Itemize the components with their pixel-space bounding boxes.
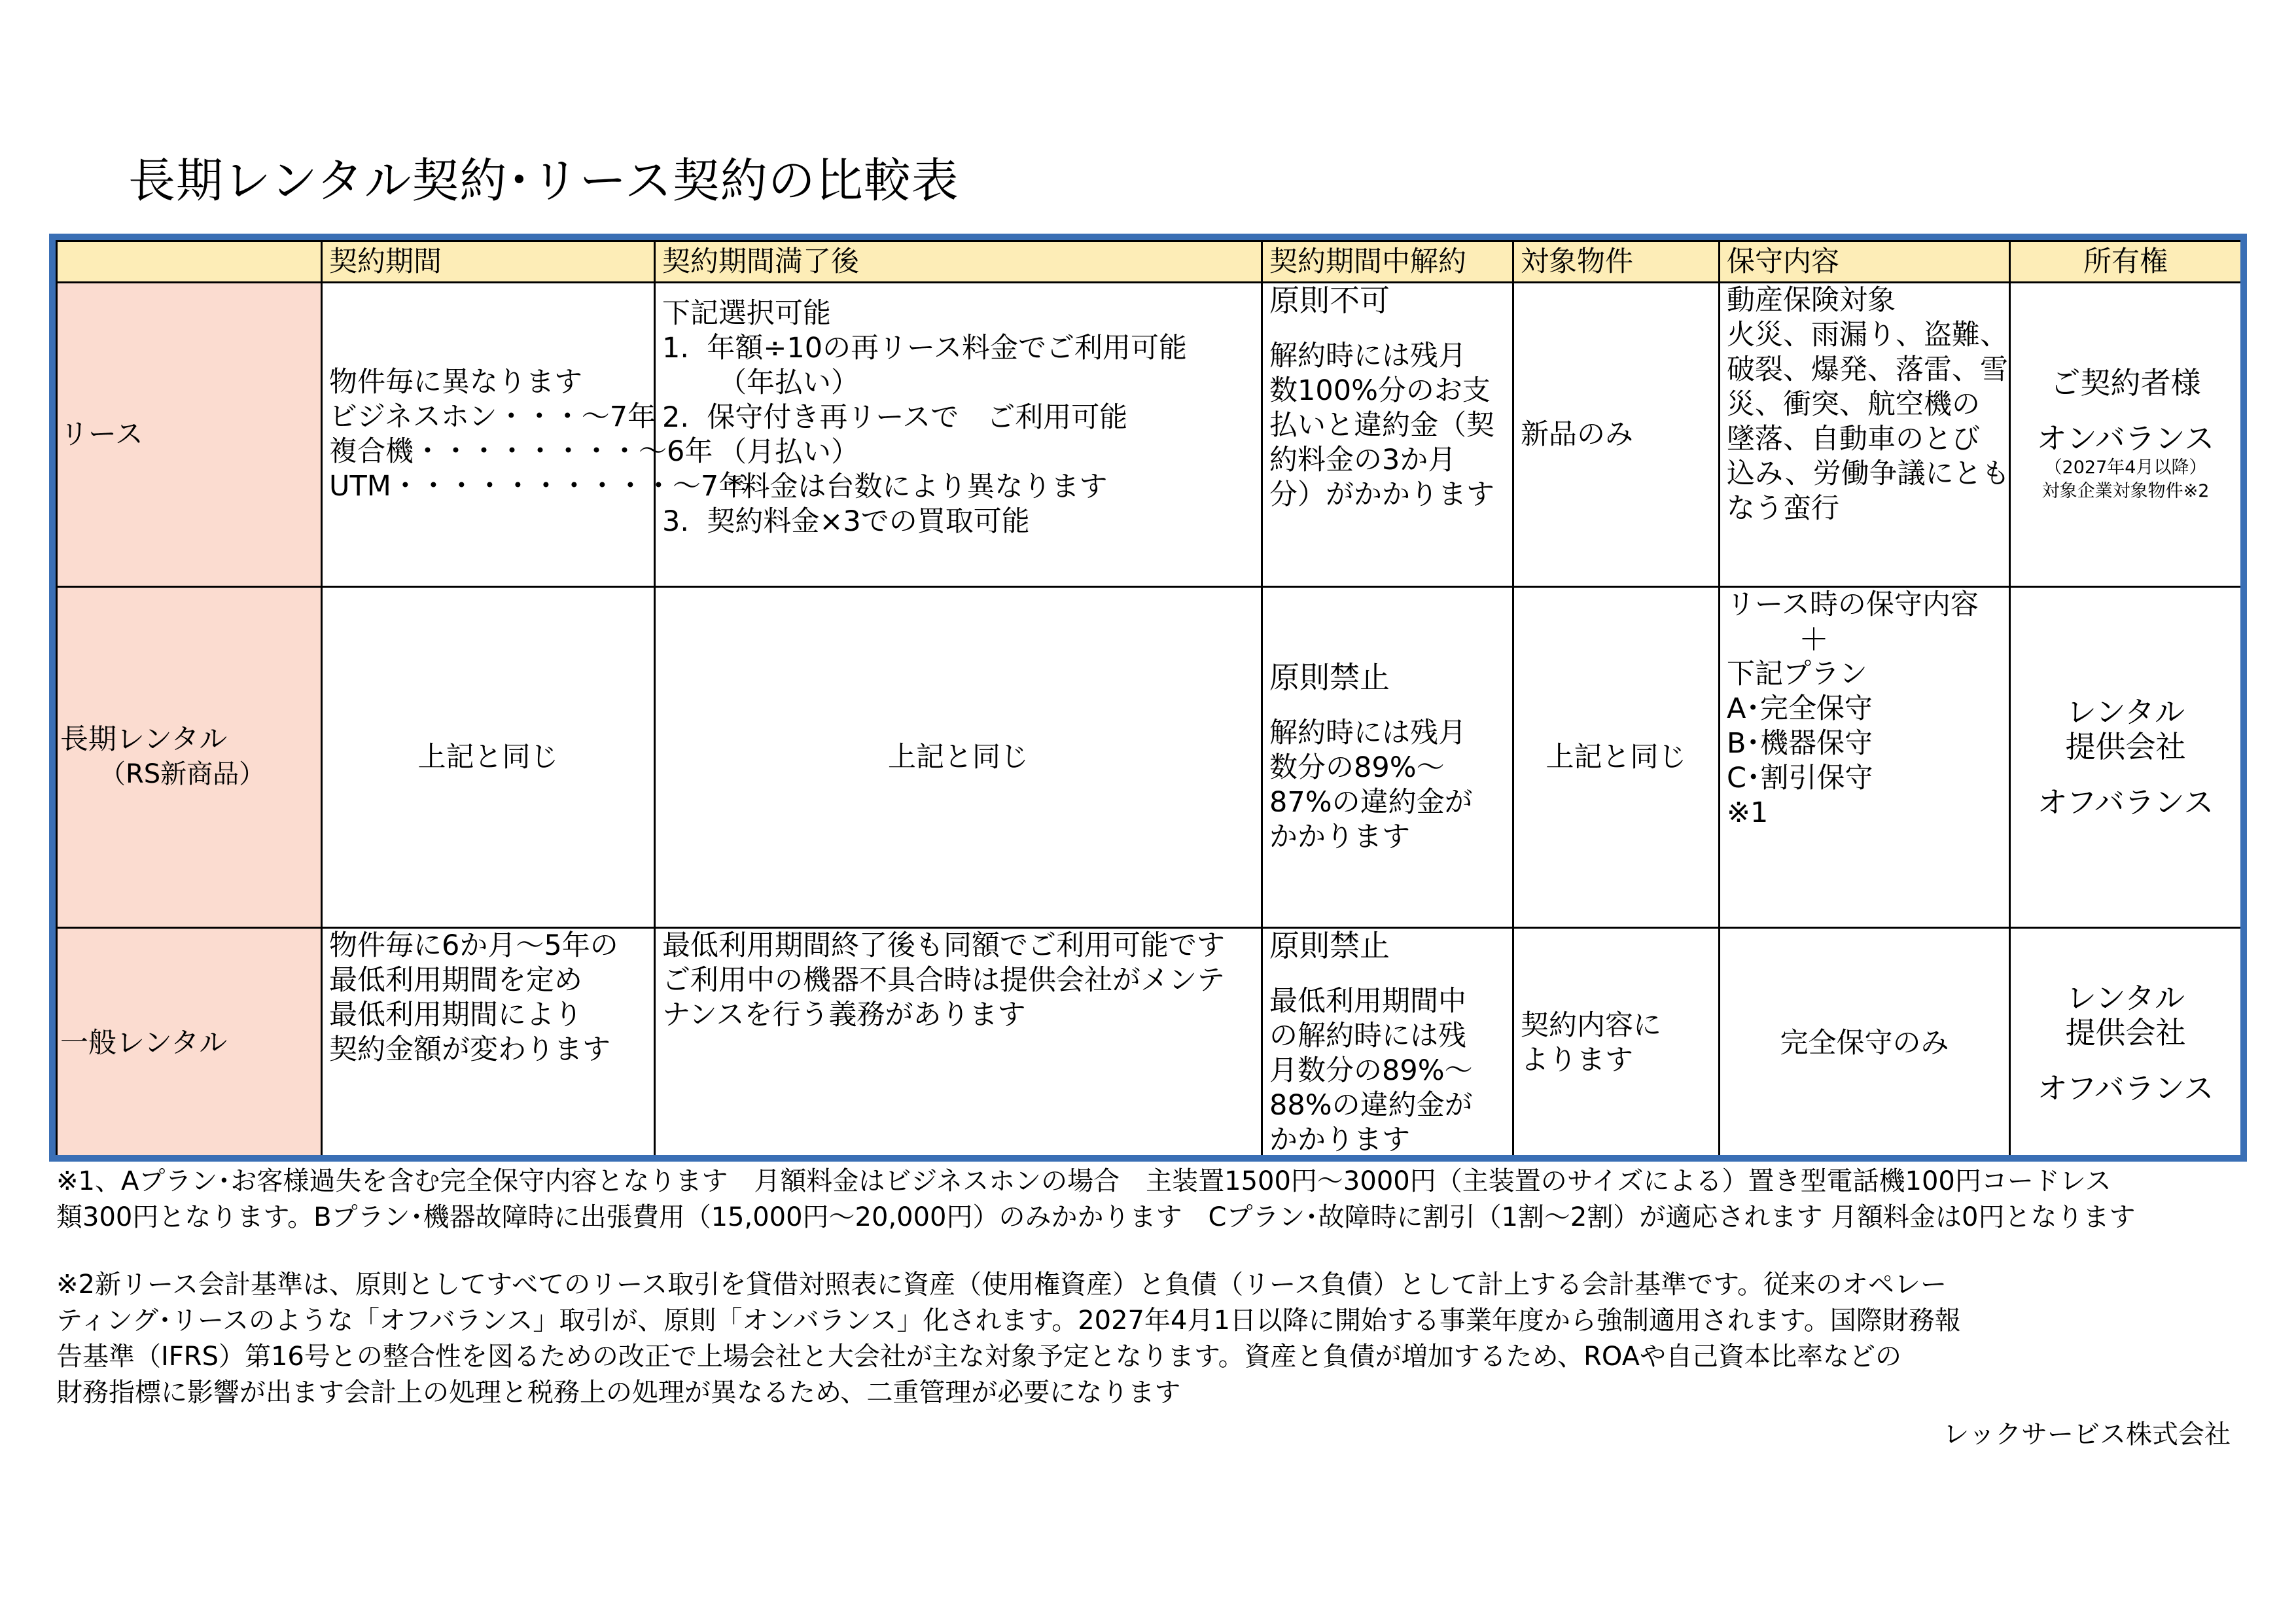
company-name: レックサービス株式会社 [1943, 1419, 2231, 1450]
footnotes [56, 1164, 2248, 1411]
text-line: 月数分の89%～ [1269, 1054, 1473, 1087]
balance-label: オフバランス [2037, 784, 2214, 820]
cell-rental-period: 上記と同じ [322, 587, 655, 928]
cell-general-maintenance: 完全保守のみ [1720, 928, 2010, 1159]
text-line: よります [1521, 1044, 1633, 1077]
text-line: 払いと違約金（契 [1269, 409, 1494, 442]
text-line: 墜落、自動車のとび [1727, 423, 1980, 455]
text-line: 最低利用期間終了後も同額でご利用可能です [662, 929, 1225, 962]
text-line: ナンスを行う義務があります [662, 999, 1026, 1031]
note-2-line: ティング･リースのような「オフバランス」取引が、原則「オンバランス」化されます。2027年4月1日以降に開始する事業年度から強制適用されます。国際財務報 [56, 1306, 1961, 1336]
text-line: 契約金額が変わります [329, 1033, 610, 1066]
row-subname: （RS新商品） [99, 759, 266, 789]
header-ownership: 所有権 [2010, 241, 2242, 283]
text-line: 解約時には残月 [1269, 716, 1466, 749]
text-line: *料金は台数により異なります [728, 471, 1108, 503]
text-line: 数分の89%～ [1269, 751, 1445, 784]
text-line: 物件毎に6か月～5年の [329, 929, 618, 962]
text-line: リース時の保守内容 [1727, 588, 1979, 621]
text-line: （年払い） [718, 366, 859, 399]
item-text: 年額÷10の再リース料金でご利用可能 [707, 332, 1187, 365]
text-line: ビジネスホン・・・～7年 [329, 401, 656, 433]
header-target: 対象物件 [1513, 241, 1720, 283]
text-line: 87%の違約金が [1269, 785, 1473, 819]
text-line: 数100%分のお支 [1269, 374, 1491, 407]
ownership-note: （2027年4月以降） [2044, 457, 2207, 478]
text-line: ご利用中の機器不具合時は提供会社がメンテ [662, 964, 1225, 997]
item-number: 2. [662, 401, 690, 434]
table-frame [49, 234, 2247, 1162]
header-after-expiry: 契約期間満了後 [655, 241, 1262, 283]
text-line: UTM・・・・・・・・・・～7年 [329, 470, 747, 503]
text-line: 契約内容に [1521, 1009, 1661, 1042]
text-line: の解約時には残 [1269, 1020, 1466, 1052]
plus-sign: ＋ [1799, 622, 1829, 657]
item-text: 保守付き再リースで ご利用可能 [707, 401, 1128, 434]
header-mid-cancel: 契約期間中解約 [1262, 241, 1513, 283]
row-name: 長期レンタル [60, 723, 228, 756]
cancel-headline: 原則不可 [1269, 283, 1390, 318]
text-line: 最低利用期間により [329, 999, 582, 1031]
text-line: 下記プラン [1727, 658, 1867, 690]
text-line: 下記選択可能 [662, 297, 831, 330]
owner-label: 提供会社 [2065, 728, 2186, 764]
cancel-headline: 原則禁止 [1269, 928, 1390, 963]
cell-rental-after: 上記と同じ [655, 587, 1262, 928]
page-title: 長期レンタル契約･リース契約の比較表 [128, 153, 959, 208]
note-2-line: 財務指標に影響が出ます会計上の処理と税務上の処理が異なるため、二重管理が必要になります [56, 1378, 1181, 1408]
note-1-line: 類300円となります。Bプラン･機器故障時に出張費用（15,000円～20,000円）のみかかります Cプラン･故障時に割引（1割～2割）が適応されます 月額料金は0円となります [56, 1202, 2136, 1232]
ownership-note: 対象企業対象物件※2 [2041, 481, 2210, 501]
header-period: 契約期間 [322, 241, 655, 283]
owner-label: レンタル [2066, 694, 2185, 730]
text-line: 動産保険対象 [1727, 284, 1896, 317]
text-line: 火災、雨漏り、盗難、 [1727, 319, 2008, 351]
cell-rental-target: 上記と同じ [1513, 587, 1720, 928]
note-1-line: ※1、Aプラン･お客様過失を含む完全保守内容となります 月額料金はビジネスホンの場合 主装置1500円～3000円（主装置のサイズによる）置き型電話機100円コードレス [56, 1166, 2111, 1196]
text-line: 災、衝突、航空機の [1727, 388, 1980, 421]
owner-label: レンタル [2066, 980, 2185, 1016]
item-number: 3. [662, 505, 690, 538]
text-line: C･割引保守 [1727, 762, 1873, 794]
text-line: 物件毎に異なります [329, 366, 582, 399]
cell-lease-target: 新品のみ [1513, 283, 1720, 587]
item-text: 契約料金×3での買取可能 [707, 505, 1030, 538]
item-number: 1. [662, 332, 690, 365]
text-line: かかります [1269, 1124, 1410, 1156]
text-line: 88%の違約金が [1269, 1089, 1473, 1122]
text-line: 解約時には残月 [1269, 340, 1466, 372]
row-name: 一般レンタル [60, 1026, 228, 1060]
cancel-headline: 原則禁止 [1269, 659, 1390, 695]
balance-label: オンバランス [2036, 421, 2215, 456]
text-line: 最低利用期間を定め [329, 964, 582, 997]
text-line: 約料金の3か月 [1269, 444, 1457, 476]
text-line: A･完全保守 [1727, 692, 1873, 725]
text-line: B･機器保守 [1727, 727, 1873, 760]
row-name: リース [60, 418, 143, 451]
header-maintenance: 保守内容 [1720, 241, 2010, 283]
text-line: 込み、労働争議にとも [1727, 457, 2010, 490]
owner-label: ご契約者様 [2050, 365, 2201, 401]
balance-label: オフバランス [2037, 1070, 2214, 1106]
text-line: かかります [1269, 820, 1410, 853]
text-line: 分）がかかります [1269, 478, 1494, 511]
text-line: 複合機・・・・・・・・～6年 [329, 435, 713, 468]
note-2-line: 告基準（IFRS）第16号との整合性を図るための改正で上場会社と大会社が主な対象予定となります。資産と負債が増加するため、ROAや自己資本比率などの [56, 1342, 1902, 1372]
text-line: なう蛮行 [1727, 492, 1839, 525]
text-line: ※1 [1727, 796, 1769, 829]
text-line: （月払い） [718, 436, 859, 469]
note-2-line: ※2新リース会計基準は、原則としてすべてのリース取引を貸借対照表に資産（使用権資産）と負債（リース負債）として計上する会計基準です。従来のオペレー [56, 1270, 1947, 1300]
text-line: 破裂、爆発、落雷、雪 [1727, 353, 2008, 386]
text-line: 最低利用期間中 [1269, 985, 1466, 1018]
owner-label: 提供会社 [2065, 1014, 2186, 1050]
